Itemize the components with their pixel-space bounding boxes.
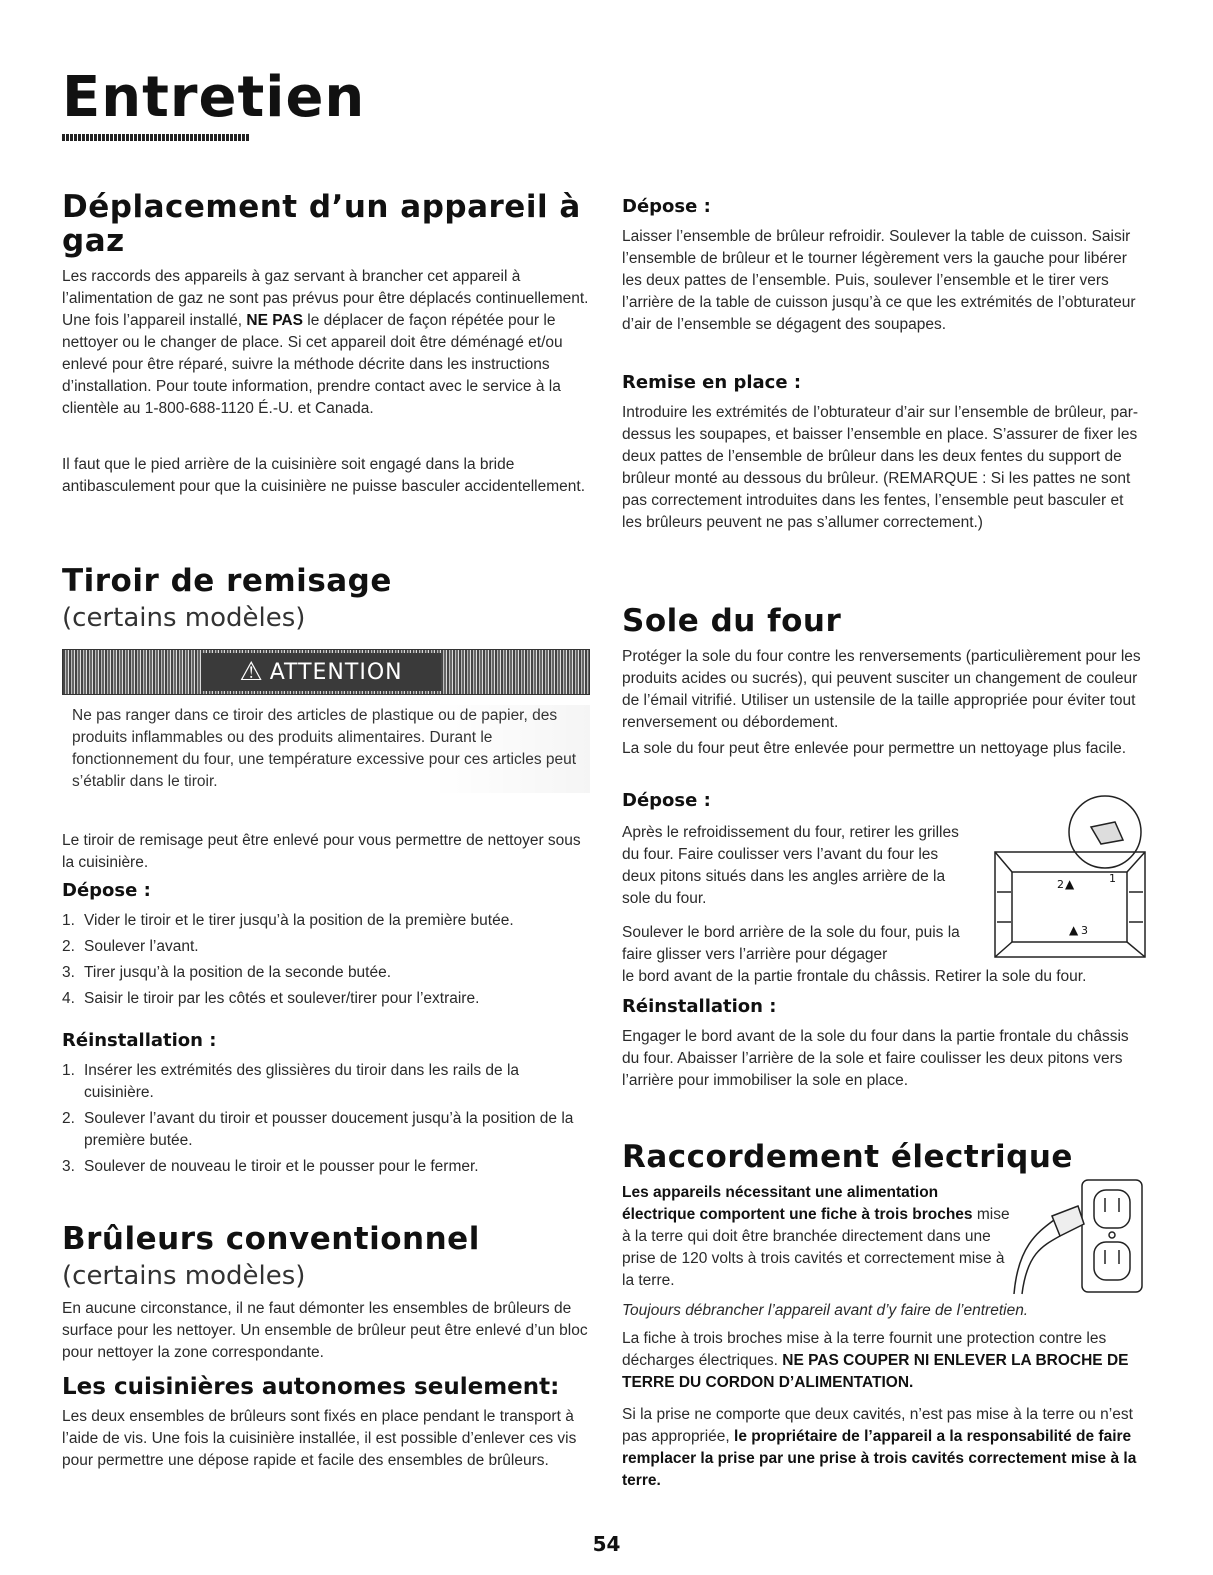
warning-triangle-icon: ⚠ xyxy=(239,657,264,687)
plug-outlet-diagram xyxy=(1012,1176,1147,1296)
step-number: 1. xyxy=(62,1062,75,1079)
electrical-bold-2: NE PAS COUPER NI ENLEVER LA BROCHE DE TERRE DU CORDON D’ALIMENTATION. xyxy=(622,1352,1129,1391)
plug-body xyxy=(1052,1206,1084,1236)
oven-bottom-paragraph-2: La sole du four peut être enlevée pour permettre un nettoyage plus facile. xyxy=(622,740,1127,757)
oven-bottom-reinstall-text: Engager le bord avant de la sole du four dans la partie frontale du châssis du four. Abaisser l’arrière de la sole et faire coulisser les deux pitons vers l’arrière pour immobiliser la sole en place. xyxy=(622,1028,1129,1089)
oven-bottom-removal-text-3: le bord avant de la partie frontale du châssis. Retirer la sole du four. xyxy=(622,968,1087,985)
power-cord xyxy=(1022,1236,1060,1294)
oven-top-edge xyxy=(995,852,1145,872)
arrow-up-icon: ▲ xyxy=(1069,923,1079,937)
list-item xyxy=(62,1156,590,1178)
gas-p1-rest: le déplacer de façon répétée pour le nettoyer ou le changer de place. Si cet appareil doit être déménagé et/ou enlevé pour être réparé, suivre la méthode décrite dans les instructions d’installation. Pour toute information, prendre contact avec le service à la clientèle au 1-800-688-1120 É.-U. et Canada. xyxy=(62,312,563,417)
electrical-text-3: Si la prise ne comporte que deux cavités, n’est pas mise à la terre ou n’est pas appropriée, xyxy=(622,1406,1133,1445)
step-text: Soulever l’avant du tiroir et pousser doucement jusqu’à la position de la première butée. xyxy=(84,1110,574,1149)
electrical-paragraph-3 xyxy=(622,1404,1144,1492)
electrical-bold-3: le propriétaire de l’appareil a la responsabilité de faire remplacer la prise par une prise à trois cavités correctement mise à la terre. xyxy=(622,1428,1137,1489)
page-number: 54 xyxy=(592,1532,621,1556)
oven-bottom-removal-text-2: Soulever le bord arrière de la sole du four, puis la faire glisser vers l’arrière pour dégager xyxy=(622,924,960,963)
burner-replace-text: Introduire les extrémités de l’obturateur d’air sur l’ensemble de brûleur, par-dessus les soupapes, et baisser l’ensemble en place. S’assurer de fixer les deux pattes de l’ensemble de brûleur dans les deux fentes du support de brûleur monté au dessous du brûleur. (REMARQUE : Si les pattes ne sont pas correctement introduites dans les fentes, l’ensemble peut basculer et les brûleurs peuvent ne pas s’allumer correctement.) xyxy=(622,404,1139,531)
gas-appliance-heading: Déplacement d’un appareil à gaz xyxy=(62,189,581,260)
attention-message: Ne pas ranger dans ce tiroir des articles de plastique ou de papier, des produits inflammables ou des produits alimentaires. Durant le fonctionnement du four, une température excessive pour ces articles peut s’établir dans le tiroir. xyxy=(62,705,590,793)
step-number: 2. xyxy=(62,1110,75,1127)
list-item xyxy=(62,962,590,984)
list-item xyxy=(62,1108,590,1152)
oven-bottom-diagram xyxy=(977,782,1147,967)
oven-bottom-reinstall-heading: Réinstallation : xyxy=(622,996,777,1017)
oven-bottom-removal-text-1: Après le refroidissement du four, retirer les grilles du four. Faire coulisser vers l’avant du four les deux pitons situés dans les angles arrière de la sole du four. xyxy=(622,824,959,907)
drawer-reinstall-steps xyxy=(62,1060,590,1182)
attention-label xyxy=(201,653,441,691)
burner-replace-heading: Remise en place : xyxy=(622,372,802,393)
attention-text: ATTENTION xyxy=(269,659,403,685)
freestanding-heading: Les cuisinières autonomes seulement: xyxy=(62,1374,560,1400)
list-item xyxy=(62,936,590,958)
diagram-label-2: 2 xyxy=(1057,878,1064,891)
attention-bar xyxy=(62,649,590,695)
diagram-label-3: 3 xyxy=(1081,924,1088,937)
electrical-italic-note: Toujours débrancher l’appareil avant d’y faire de l’entretien. xyxy=(622,1302,1029,1319)
step-number: 1. xyxy=(62,912,75,929)
burner-removal-heading: Dépose : xyxy=(622,196,711,217)
electrical-heading: Raccordement électrique xyxy=(622,1139,1073,1175)
drawer-removal-steps xyxy=(62,910,590,1014)
electrical-paragraph-1 xyxy=(622,1182,1014,1292)
outlet-plate xyxy=(1082,1180,1142,1292)
burners-heading: Brûleurs conventionnel xyxy=(62,1221,480,1257)
drawer-intro: Le tiroir de remisage peut être enlevé pour vous permettre de nettoyer sous la cuisinière. xyxy=(62,832,581,871)
step-text: Soulever l’avant. xyxy=(84,938,199,955)
oven-bottom-paragraph-1: Protéger la sole du four contre les renversements (particulièrement pour les produits acides ou sucrés), qui peuvent susciter un changement de couleur de l’émail vitrifié. Utiliser un ustensile de la taille appropriée pour éviter tout renversement ou débordement. xyxy=(622,648,1141,731)
step-number: 3. xyxy=(62,964,75,981)
step-number: 3. xyxy=(62,1158,75,1175)
title-underline xyxy=(62,134,250,141)
oven-bottom-heading: Sole du four xyxy=(622,603,842,639)
list-item xyxy=(62,910,590,932)
freestanding-paragraph: Les deux ensembles de brûleurs sont fixés en place pendant le transport à l’aide de vis. Une fois la cuisinière installée, il est possible d’enlever ces vis pour permettre une dépose rapide et facile des ensembles de brûleurs. xyxy=(62,1408,577,1469)
drawer-reinstall-heading: Réinstallation : xyxy=(62,1030,217,1051)
arrow-up-icon: ▲ xyxy=(1065,877,1075,891)
outlet-receptacle-top xyxy=(1094,1190,1130,1228)
step-text: Tirer jusqu’à la position de la seconde butée. xyxy=(84,964,392,981)
step-number: 4. xyxy=(62,990,75,1007)
step-text: Vider le tiroir et le tirer jusqu’à la position de la première butée. xyxy=(84,912,514,929)
storage-drawer-heading: Tiroir de remisage xyxy=(62,563,392,599)
storage-drawer-subheading: (certains modèles) xyxy=(62,603,306,633)
burners-paragraph: En aucune circonstance, il ne faut démonter les ensembles de brûleurs de surface pour les nettoyer. Un ensemble de brûleur peut être enlevé d’un bloc pour nettoyer la zone correspondante. xyxy=(62,1300,588,1361)
electrical-text-1: mise à la terre qui doit être branchée directement dans une prise de 120 volts à trois cavités et correctement mise à la terre. xyxy=(622,1206,1010,1289)
step-text: Insérer les extrémités des glissières du tiroir dans les rails de la cuisinière. xyxy=(84,1062,520,1101)
drawer-removal-heading: Dépose : xyxy=(62,880,151,901)
list-item xyxy=(62,988,590,1010)
burner-removal-text: Laisser l’ensemble de brûleur refroidir. Soulever la table de cuisson. Saisir l’ensemble de brûleur et le tourner légèrement vers la gauche pour libérer les deux pattes de l’ensemble. Puis, soulever l’ensemble et le tirer vers l’arrière de la table de cuisson jusqu’à ce que les extrémités de l’obturateur d’air de l’ensemble se dégagent des soupapes. xyxy=(622,228,1136,333)
gas-p1-bold: NE PAS xyxy=(246,312,303,329)
list-item xyxy=(62,1060,590,1104)
detail-piton xyxy=(1091,822,1123,844)
attention-box xyxy=(62,649,590,809)
gas-p1-text: Les raccords des appareils à gaz servant à brancher cet appareil à l’alimentation de gaz ne sont pas prévus pour être déplacés continuellement. Une fois l’appareil installé, xyxy=(62,268,589,329)
oven-bottom-edge xyxy=(995,942,1145,957)
electrical-bold-1: Les appareils nécessitant une alimentation électrique comportent une fiche à trois broches xyxy=(622,1184,973,1223)
step-number: 2. xyxy=(62,938,75,955)
gas-appliance-paragraph xyxy=(62,266,590,420)
electrical-paragraph-2 xyxy=(622,1328,1144,1394)
burners-subheading: (certains modèles) xyxy=(62,1261,306,1291)
page-title: Entretien xyxy=(62,65,366,130)
outlet-receptacle-bottom xyxy=(1094,1242,1130,1280)
diagram-label-1: 1 xyxy=(1109,872,1116,885)
step-text: Soulever de nouveau le tiroir et le pousser pour le fermer. xyxy=(84,1158,479,1175)
step-text: Saisir le tiroir par les côtés et soulever/tirer pour l’extraire. xyxy=(84,990,480,1007)
electrical-text-2: La fiche à trois broches mise à la terre fournit une protection contre les décharges électriques. xyxy=(622,1330,1107,1369)
oven-bottom-removal-heading: Dépose : xyxy=(622,790,711,811)
anti-tip-paragraph: Il faut que le pied arrière de la cuisinière soit engagé dans la bride antibasculement pour que la cuisinière ne puisse basculer accidentellement. xyxy=(62,456,586,495)
